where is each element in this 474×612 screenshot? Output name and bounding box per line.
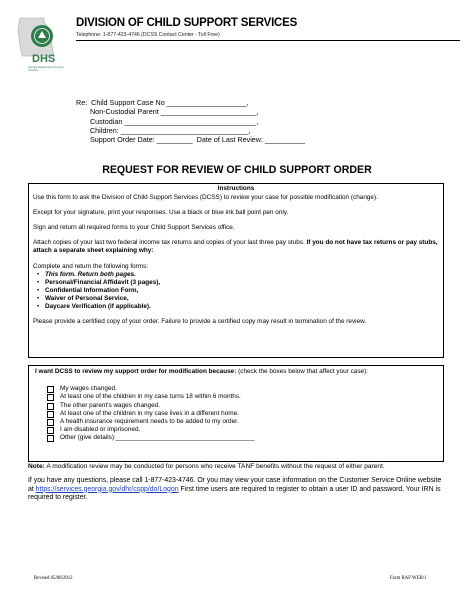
logo-subtext: Georgia Department of Human Services	[28, 66, 64, 72]
review-reasons-list	[35, 385, 437, 442]
reason-other-parent-wages[interactable]: The other parent's wages changed.	[47, 402, 437, 410]
case-reference-block	[76, 98, 305, 144]
instructions-attach	[33, 239, 439, 255]
form-number: Form RAF WEB/1	[390, 576, 427, 581]
reason-different-home[interactable]: At least one of the children in my case lives in a different home.	[47, 410, 437, 418]
reason-wages-changed[interactable]: My wages changed.	[47, 385, 437, 393]
reason-child-turns-18[interactable]: At least one of the children in my case turns 18 within 6 months.	[47, 393, 437, 401]
instructions-heading: Instructions	[217, 185, 255, 192]
case-number-line: Re: Child Support Case No ____________________,	[76, 98, 249, 107]
customer-service-link[interactable]: https://services.georgia.gov/dhr/cspp/do/Logon	[35, 485, 179, 493]
dhs-logo	[14, 16, 70, 74]
instructions-forms-intro: Complete and return the following forms:	[33, 262, 149, 270]
contact-information: If you have any questions, please call 1-877-423-4746. Or you may view your case information on the Customer Service Online website at https://services.georgia.gov/dhr/cspp/do/Logon First time users are required to register to obtain a user ID and password. Your IRN is required to register.	[28, 477, 442, 502]
list-item: • Daycare Verification (if applicable).	[37, 303, 151, 311]
review-lead-bold: I want DCSS to review my support order for modification because:	[35, 368, 237, 375]
checkbox[interactable]	[47, 403, 54, 410]
reason-disabled-imprisoned[interactable]: I am disabled or imprisoned.	[47, 426, 437, 434]
review-lead-text: (check the boxes below that affect your case):	[236, 368, 369, 375]
checkbox[interactable]	[47, 386, 54, 393]
instructions-attach-text: Attach copies of your last two federal income tax returns and copies of your last three pay stubs.	[33, 239, 307, 247]
checkbox[interactable]	[47, 427, 54, 434]
review-reasons-box	[28, 365, 444, 462]
header-divider	[76, 40, 460, 41]
checkbox[interactable]	[47, 411, 54, 418]
children-line: Children: ________________________________,	[76, 125, 251, 135]
reason-health-insurance[interactable]: A health insurance requirement needs to be added to my order.	[47, 418, 437, 426]
instructions-signature: Except for your signature, print your responses. Use a black or blue ink ball point pen only.	[33, 209, 289, 217]
page-title: REQUEST FOR REVIEW OF CHILD SUPPORT ORDER	[102, 164, 372, 176]
note-label: Note:	[28, 463, 45, 470]
checkbox[interactable]	[47, 435, 54, 442]
checkbox[interactable]	[47, 419, 54, 426]
list-item: • Personal/Financial Affidavit (3 pages),	[37, 278, 161, 286]
list-item: • This form. Return both pages.	[37, 270, 136, 278]
revision-date: Revised 05/08/2012	[34, 576, 73, 581]
instructions-return: Sign and return all required forms to your Child Support Services office.	[33, 224, 235, 232]
instructions-attach-bold: If you do not have tax returns or pay stubs, attach a separate sheet explaining why:	[33, 239, 438, 255]
reason-other[interactable]: Other (give details):_______________________________________	[47, 434, 437, 442]
tanf-note	[28, 463, 448, 471]
non-custodial-parent-line: Non-Custodial Parent ________________________,	[76, 107, 259, 117]
list-item: • Waiver of Personal Service,	[37, 294, 129, 302]
agency-phone: Telephone: 1-877-423-4746 (DCSS Contact Center - Toll Free)	[76, 32, 220, 38]
agency-name: DIVISION OF CHILD SUPPORT SERVICES	[76, 17, 298, 29]
custodian-line: Custodian _________________________________,	[76, 116, 259, 126]
instructions-certified-copy: Please provide a certified copy of your order. Failure to provide a certified copy may result in termination of the review.	[33, 318, 367, 326]
required-forms-list	[33, 271, 439, 311]
checkbox[interactable]	[47, 394, 54, 401]
note-text: A modification review may be conducted for persons who receive TANF benefits without the request of either parent.	[44, 463, 385, 470]
logo-text: DHS	[32, 53, 56, 65]
list-item: • Confidential Information Form,	[37, 286, 139, 294]
review-reasons-lead	[35, 368, 437, 376]
instructions-purpose: Use this form to ask the Division of Child Support Services (DCSS) to review your case for possible modification (change).	[33, 194, 378, 202]
instructions-box	[28, 183, 444, 358]
support-order-date-line: Support Order Date: _________ Date of Last Review: __________	[76, 135, 305, 145]
